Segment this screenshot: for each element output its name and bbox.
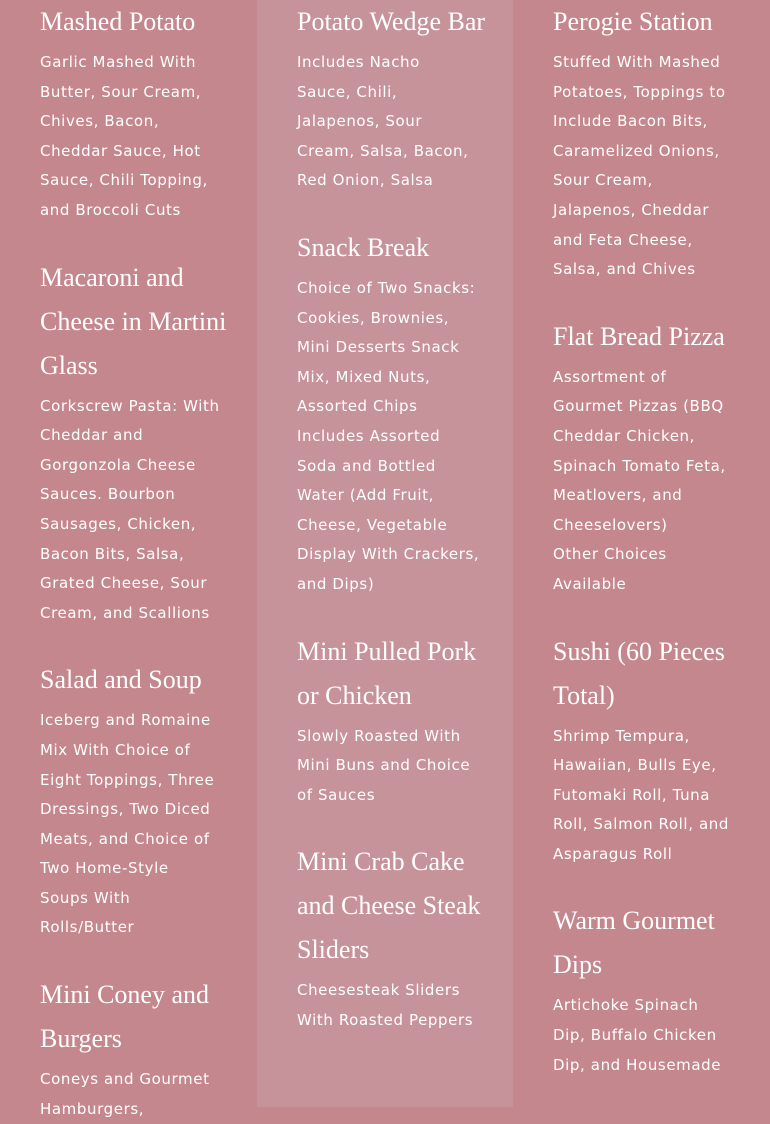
menu-item [297, 226, 493, 600]
menu-item-description: Slowly Roasted With Mini Buns and Choice of Sauces [297, 726, 471, 804]
menu-item-title: Sushi (60 Pieces Total) [553, 636, 725, 710]
menu-item-description: Corkscrew Pasta: With Cheddar and Gorgonzola Cheese Sauces. Bourbon Sausages, Chicken, Bacon Bits, Salsa, Grated Cheese, Sour Cream, and Scallions [40, 396, 220, 622]
menu-item [553, 630, 750, 870]
menu-item-description: Choice of Two Snacks: Cookies, Brownies, Mini Desserts Snack Mix, Mixed Nuts, Assorted Chips Includes Assorted Soda and Bottled Water (Add Fruit, Cheese, Vegetable Display With Crackers, and Dips) [297, 278, 480, 593]
menu-item-title: Flat Bread Pizza [553, 321, 725, 351]
menu-item-description: Stuffed With Mashed Potatoes, Toppings to Include Bacon Bits, Caramelized Onions, Sour Cream, Jalapenos, Cheddar and Feta Cheese, Salsa, and Chives [553, 53, 726, 279]
menu-item-title: Mini Pulled Pork or Chicken [297, 636, 477, 710]
menu-item-description: Garlic Mashed With Butter, Sour Cream, Chives, Bacon, Cheddar Sauce, Hot Sauce, Chili Topping, and Broccoli Cuts [40, 53, 208, 219]
menu-item-description: Artichoke Spinach Dip, Buffalo Chicken Dip, and Housemade [553, 996, 722, 1074]
menu-column-3 [513, 0, 770, 1107]
menu-item-description: Includes Nacho Sauce, Chili, Jalapenos, Sour Cream, Salsa, Bacon, Red Onion, Salsa [297, 53, 469, 190]
menu-item-title: Warm Gourmet Dips [553, 906, 715, 980]
menu-item [553, 899, 750, 1080]
menu-item-title: Potato Wedge Bar [297, 7, 486, 36]
menu-item-description: Coneys and Gourmet Hamburgers, [40, 1070, 210, 1118]
menu-item [40, 256, 237, 629]
menu-item [553, 0, 750, 285]
menu-item-description: Iceberg and Romaine Mix With Choice of Eight Toppings, Three Dressings, Two Diced Meats, and Choice of Two Home-Style Soups With Rolls/Butter [40, 711, 215, 937]
menu-item [297, 840, 493, 1035]
menu-item-title: Mashed Potato [40, 7, 196, 36]
menu-item-title: Macaroni and Cheese in Martini Glass [40, 262, 227, 380]
menu-item-title: Salad and Soup [40, 665, 202, 695]
menu-item [553, 315, 750, 600]
menu-item-title: Snack Break [297, 232, 430, 262]
menu-item [297, 0, 493, 196]
menu-item-title: Mini Crab Cake and Cheese Steak Sliders [297, 847, 481, 965]
menu-item-description: Shrimp Tempura, Hawaiian, Bulls Eye, Futomaki Roll, Tuna Roll, Salmon Roll, and Asparagus Roll [553, 726, 729, 863]
menu-column-1 [0, 0, 257, 1118]
menu-item [40, 0, 237, 226]
menu-item-description: Cheesesteak Sliders With Roasted Peppers [297, 981, 474, 1029]
menu-item-description: Assortment of Gourmet Pizzas (BBQ Cheddar Chicken, Spinach Tomato Feta, Meatlovers, and Cheeselovers) Other Choices Available [553, 367, 726, 593]
menu-item-title: Mini Coney and Burgers [40, 980, 209, 1054]
menu-item [40, 658, 237, 943]
menu-column-2 [257, 0, 513, 1107]
menu-item [297, 630, 493, 811]
menu-item-title: Perogie Station [553, 7, 713, 36]
menu-item [40, 973, 237, 1124]
